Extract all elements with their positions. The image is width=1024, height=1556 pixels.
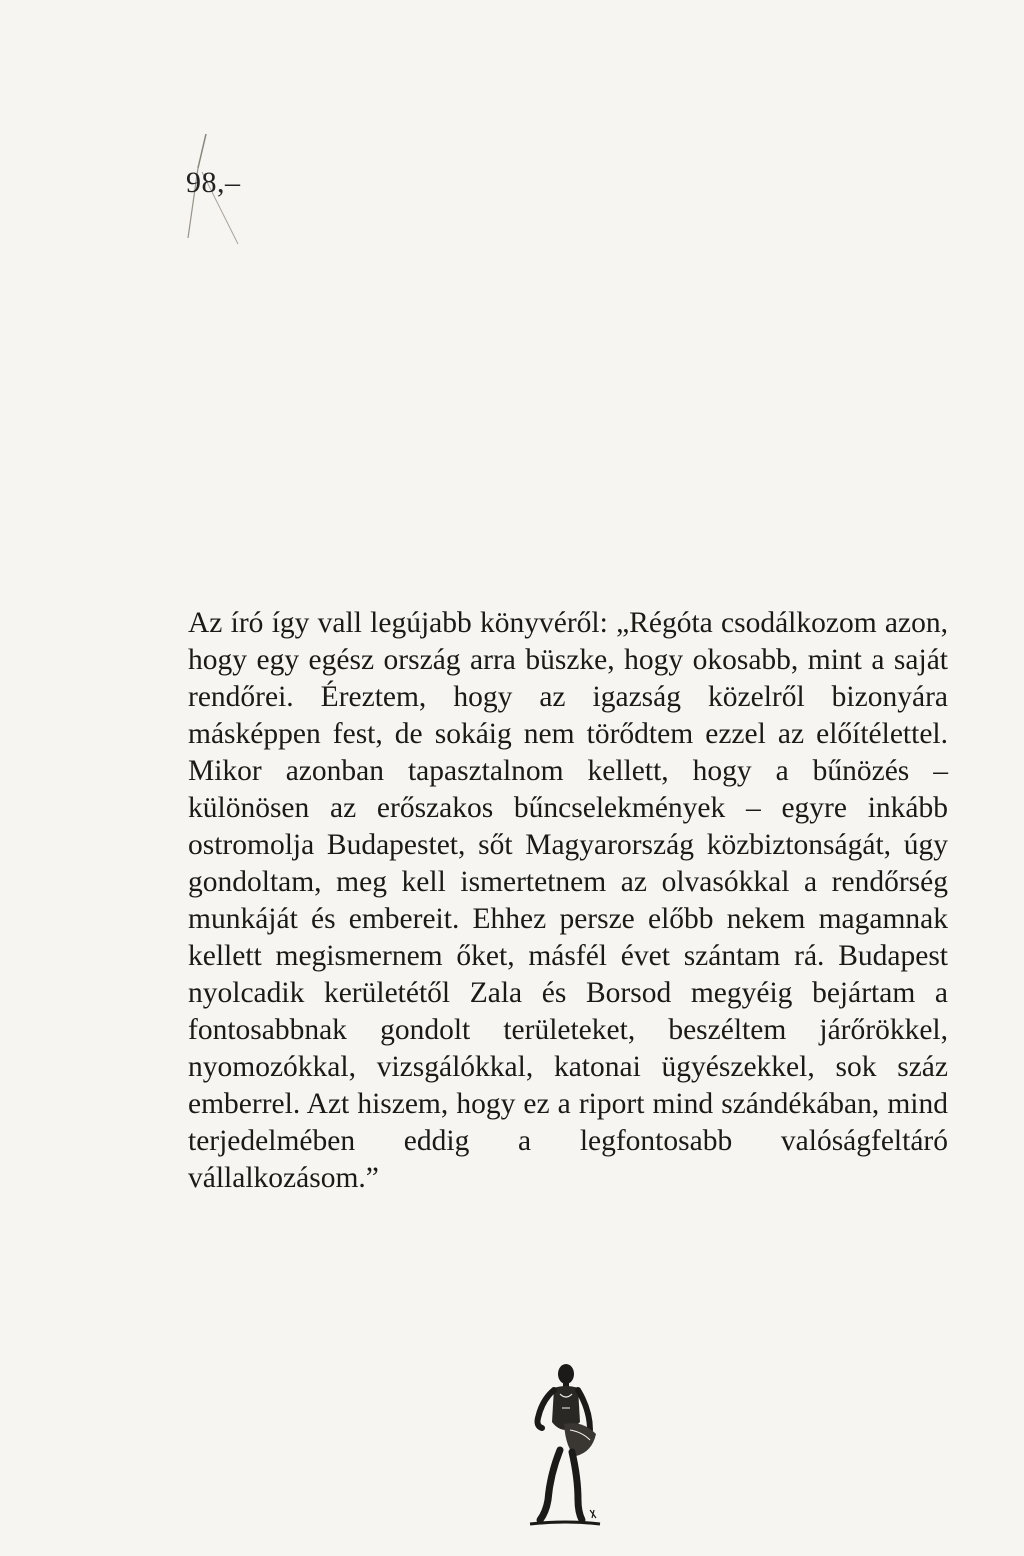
- price-label: 98,–: [186, 166, 241, 199]
- sower-figure-icon: [520, 1360, 610, 1530]
- blurb-text: [188, 605, 948, 1197]
- blurb-paragraph: Az író így vall legújabb könyvéről: „Régóta csodálkozom azon, hogy egy egész ország arra büszke, hogy okosabb, mint a saját rendőrei. Éreztem, hogy az igazság közelről bizonyára másképpen fest, de sokáig nem törődtem ezzel az előítélettel. Mikor azonban tapasztalnom kellett, hogy a bűnözés – különösen az erőszakos bűncselekmények – egyre inkább ostromolja Budapestet, sőt Magyarország közbiztonságát, úgy gondoltam, meg kell ismertetnem az olvasókkal a rendőrség munkáját és embereit. Ehhez persze előbb nekem magamnak kellett megismernem őket, másfél évet szántam rá. Budapest nyolcadik kerületétől Zala és Borsod megyéig bejártam a fontosabbnak gondolt területeket, beszéltem járőrökkel, nyomozókkal, vizsgálókkal, katonai ügyészekkel, sok száz emberrel. Azt hiszem, hogy ez a riport mind szándékában, mind terjedelmében eddig a legfontosabb valóságfeltáró vállalkozásom.”: [188, 607, 948, 1194]
